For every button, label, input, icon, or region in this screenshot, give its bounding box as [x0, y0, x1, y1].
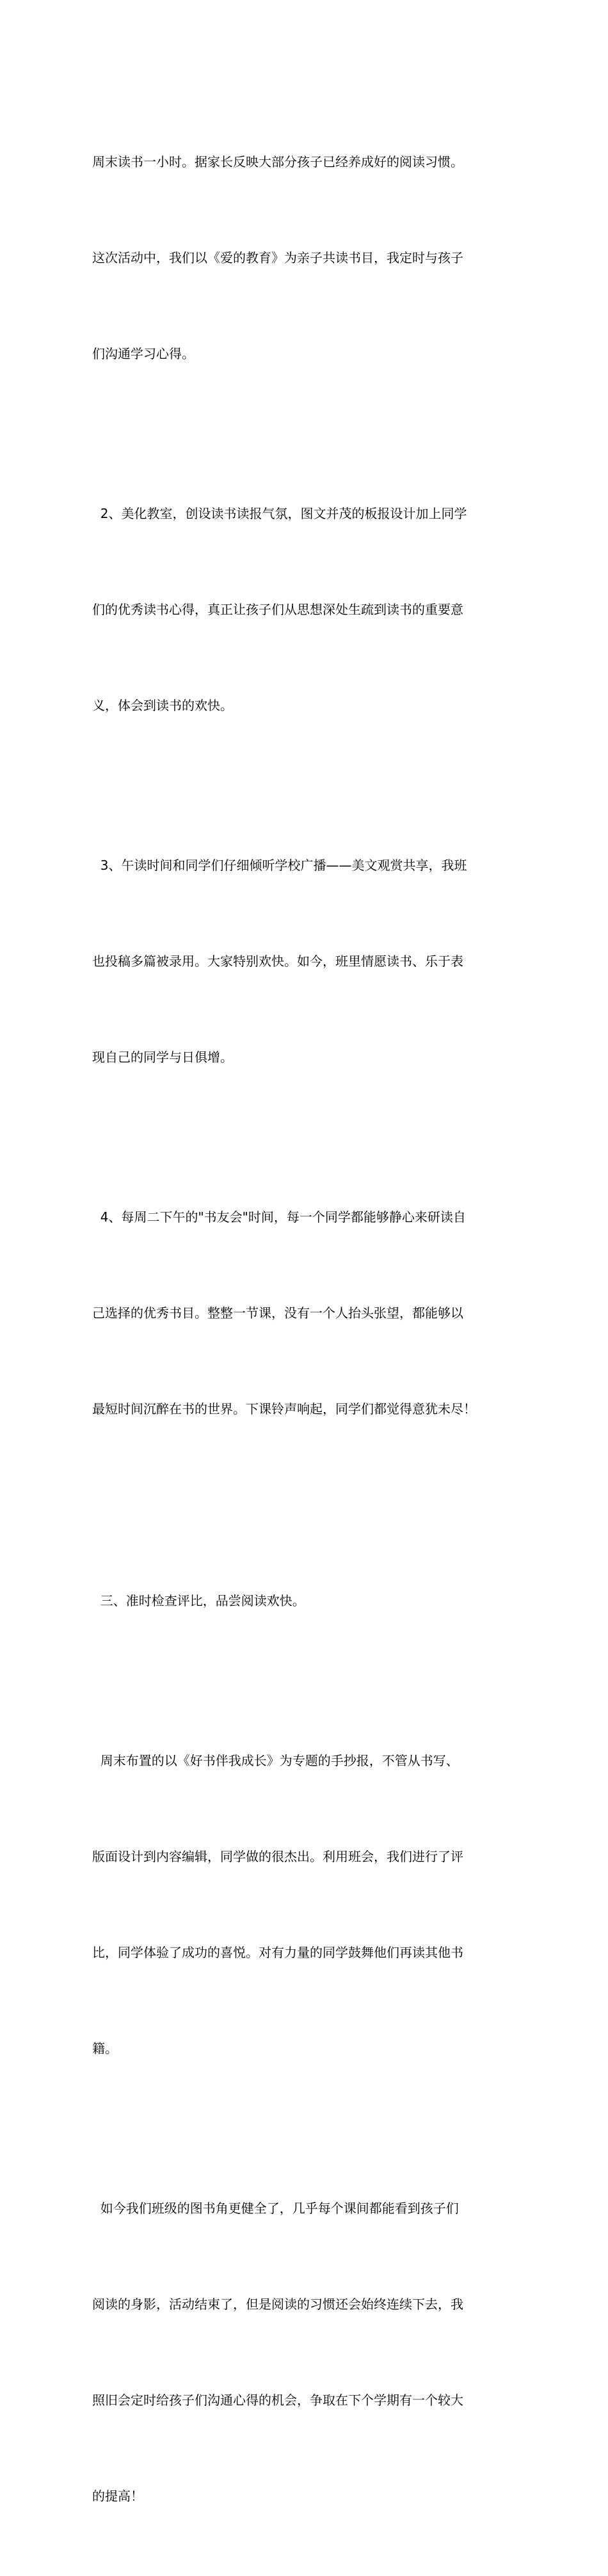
text-line: 这次活动中，我们以《爱的教育》为亲子共读书目，我定时与孩子 — [92, 250, 463, 265]
text-line: 籍。 — [92, 2041, 118, 2056]
paragraph-reading-hour — [92, 82, 527, 434]
text-line: 现自己的同学与日俱增。 — [92, 1049, 233, 1065]
section-heading-3 — [92, 1521, 527, 1681]
text-line: 周末读书一小时。据家长反映大部分孩子已经养成好的阅读习惯。 — [92, 154, 463, 169]
text-line: 版面设计到内容编辑，同学做的很杰出。利用班会，我们进行了评 — [92, 1849, 463, 1864]
text-line: 照旧会定时给孩子们沟通心得的机会，争取在下个学期有一个较大 — [92, 2392, 463, 2408]
text-line: 阅读的身影，活动结束了，但是阅读的习惯还会始终连续下去，我 — [92, 2297, 463, 2312]
text-line: 也投稿多篇被录用。大家特别欢快。如今，班里情愿读书、乐于表 — [92, 954, 463, 969]
paragraph-item-2 — [92, 434, 527, 785]
paragraph-book-corner — [92, 2128, 527, 2576]
text-line: 2、美化教室，创设读书读报气氛，图文并茂的板报设计加上同学 — [92, 506, 467, 521]
text-line: 4、每周二下午的"书友会"时间，每一个同学都能够静心来研读自 — [92, 1209, 466, 1225]
paragraph-spacer — [92, 1489, 527, 1521]
text-line: 们的优秀读书心得，真正让孩子们从思想深处生疏到读书的重要意 — [92, 602, 463, 617]
document-body — [92, 82, 527, 2576]
paragraph-item-3 — [92, 785, 527, 1137]
text-line: 如今我们班级的图书角更健全了，几乎每个课间都能看到孩子们 — [92, 2201, 459, 2216]
paragraph-item-4 — [92, 1137, 527, 1489]
text-line: 最短时间沉醉在书的世界。下课铃声响起，同学们都觉得意犹未尽！ — [92, 1401, 476, 1417]
text-line: 的提高！ — [92, 2488, 143, 2504]
text-line: 们沟通学习心得。 — [92, 346, 195, 361]
paragraph-handout — [92, 1681, 527, 2128]
section-heading-text: 三、准时检查评比，品尝阅读欢快。 — [92, 1593, 305, 1608]
text-line: 己选择的优秀书目。整整一节课，没有一个人抬头张望，都能够以 — [92, 1305, 463, 1321]
text-line: 3、午读时间和同学们仔细倾听学校广播——美文观赏共享，我班 — [92, 858, 467, 873]
text-line: 周末布置的以《好书伴我成长》为专题的手抄报，不管从书写、 — [92, 1753, 459, 1768]
text-line: 比，同学体验了成功的喜悦。对有力量的同学鼓舞他们再读其他书 — [92, 1945, 463, 1960]
text-line: 义，体会到读书的欢快。 — [92, 698, 233, 713]
